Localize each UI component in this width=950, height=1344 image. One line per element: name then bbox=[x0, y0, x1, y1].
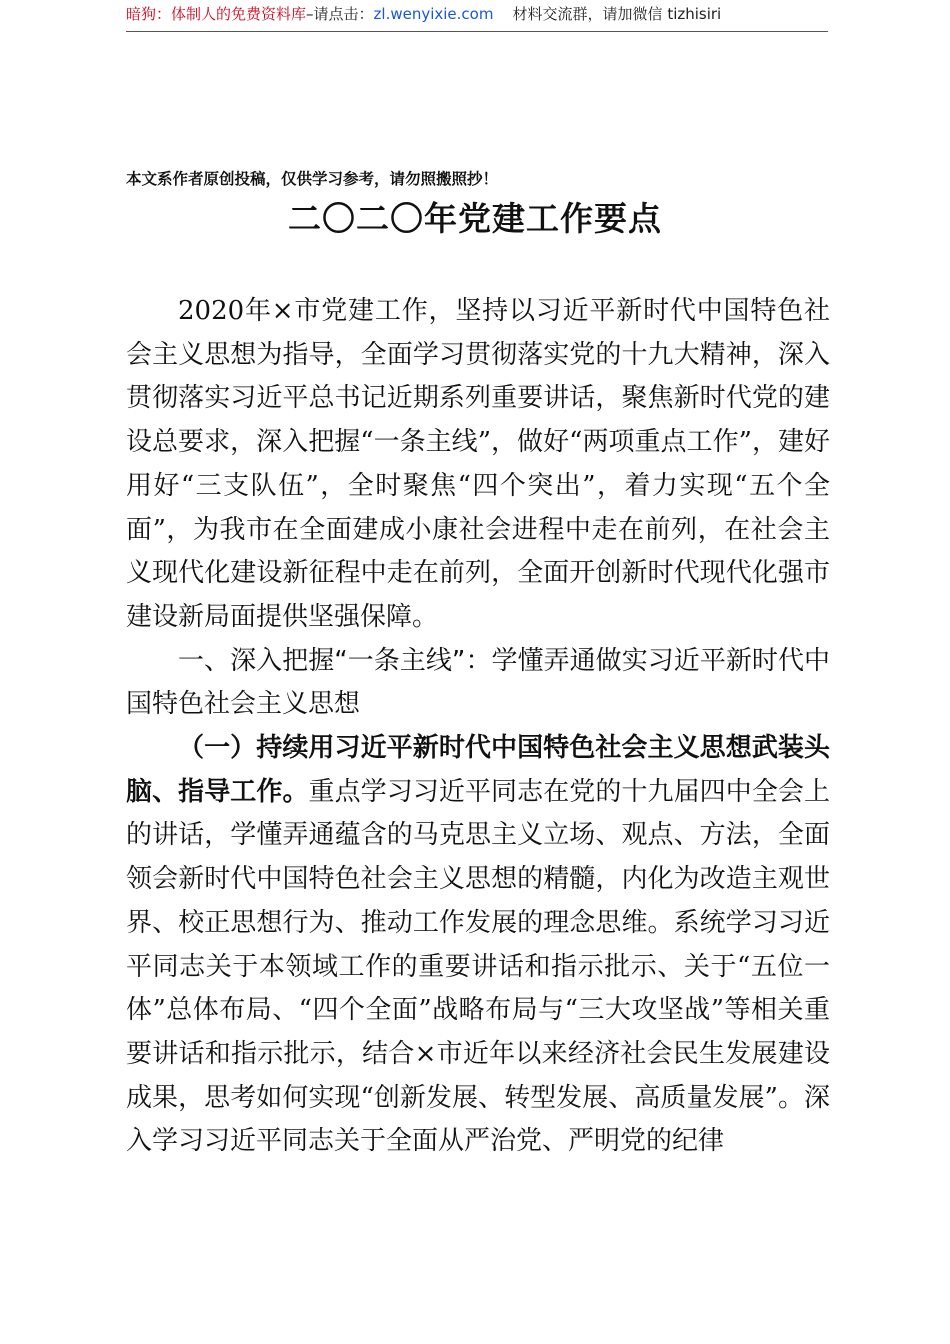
item-heading-1: （一）持续用习近平新时代中国特色社会主义思想武装头脑、指导工作。 bbox=[126, 733, 830, 807]
intro-paragraph: 2020年×市党建工作，坚持以习近平新时代中国特色社会主义思想为指导，全面学习贯彻落实党的十九大精神，深入贯彻落实习近平总书记近期系列重要讲话，聚焦新时代党的建设总要求，深入把握“一条主线”，做好“两项重点工作”，建好用好“三支队伍”，全时聚焦“四个突出”，着力实现“五个全面”，为我市在全面建成小康社会进程中走在前列，在社会主义现代化建设新征程中走在前列，全面开创新时代现代化强市建设新局面提供坚强保障。 bbox=[126, 296, 830, 632]
header-url-link[interactable]: zl.wenyixie.com bbox=[373, 5, 494, 23]
header-wechat-note: 材料交流群，请加微信 tizhisiri bbox=[512, 5, 722, 23]
header-site-name: 暗狗：体制人的免费资料库 bbox=[126, 5, 307, 23]
originality-notice: 本文系作者原创投稿，仅供学习参考，请勿照搬照抄！ bbox=[126, 169, 499, 188]
document-title: 二〇二〇年党建工作要点 bbox=[288, 199, 662, 238]
header-click-prompt: –请点击： bbox=[306, 5, 374, 23]
header-banner bbox=[126, 0, 826, 28]
item-text-1: 重点学习习近平同志在党的十九届四中全会上的讲话，学懂弄通蕴含的马克思主义立场、观点、方法，全面领会新时代中国特色社会主义思想的精髓，内化为改造主观世界、校正思想行为、推动工作发展的理念思维。系统学习习近平同志关于本领域工作的重要讲话和指示批示、关于“五位一体”总体布局、“四个全面”战略布局与“三大攻坚战”等相关重要讲话和指示批示，结合×市近年以来经济社会民生发展建设成果，思考如何实现“创新发展、转型发展、高质量发展”。深入学习习近平同志关于全面从严治党、严明党的纪律 bbox=[126, 776, 830, 1157]
document-body bbox=[126, 290, 830, 1164]
header-divider bbox=[126, 31, 828, 32]
item-paragraph-1 bbox=[126, 727, 830, 1164]
section-heading-1: 一、深入把握“一条主线”：学懂弄通做实习近平新时代中国特色社会主义思想 bbox=[126, 645, 830, 720]
